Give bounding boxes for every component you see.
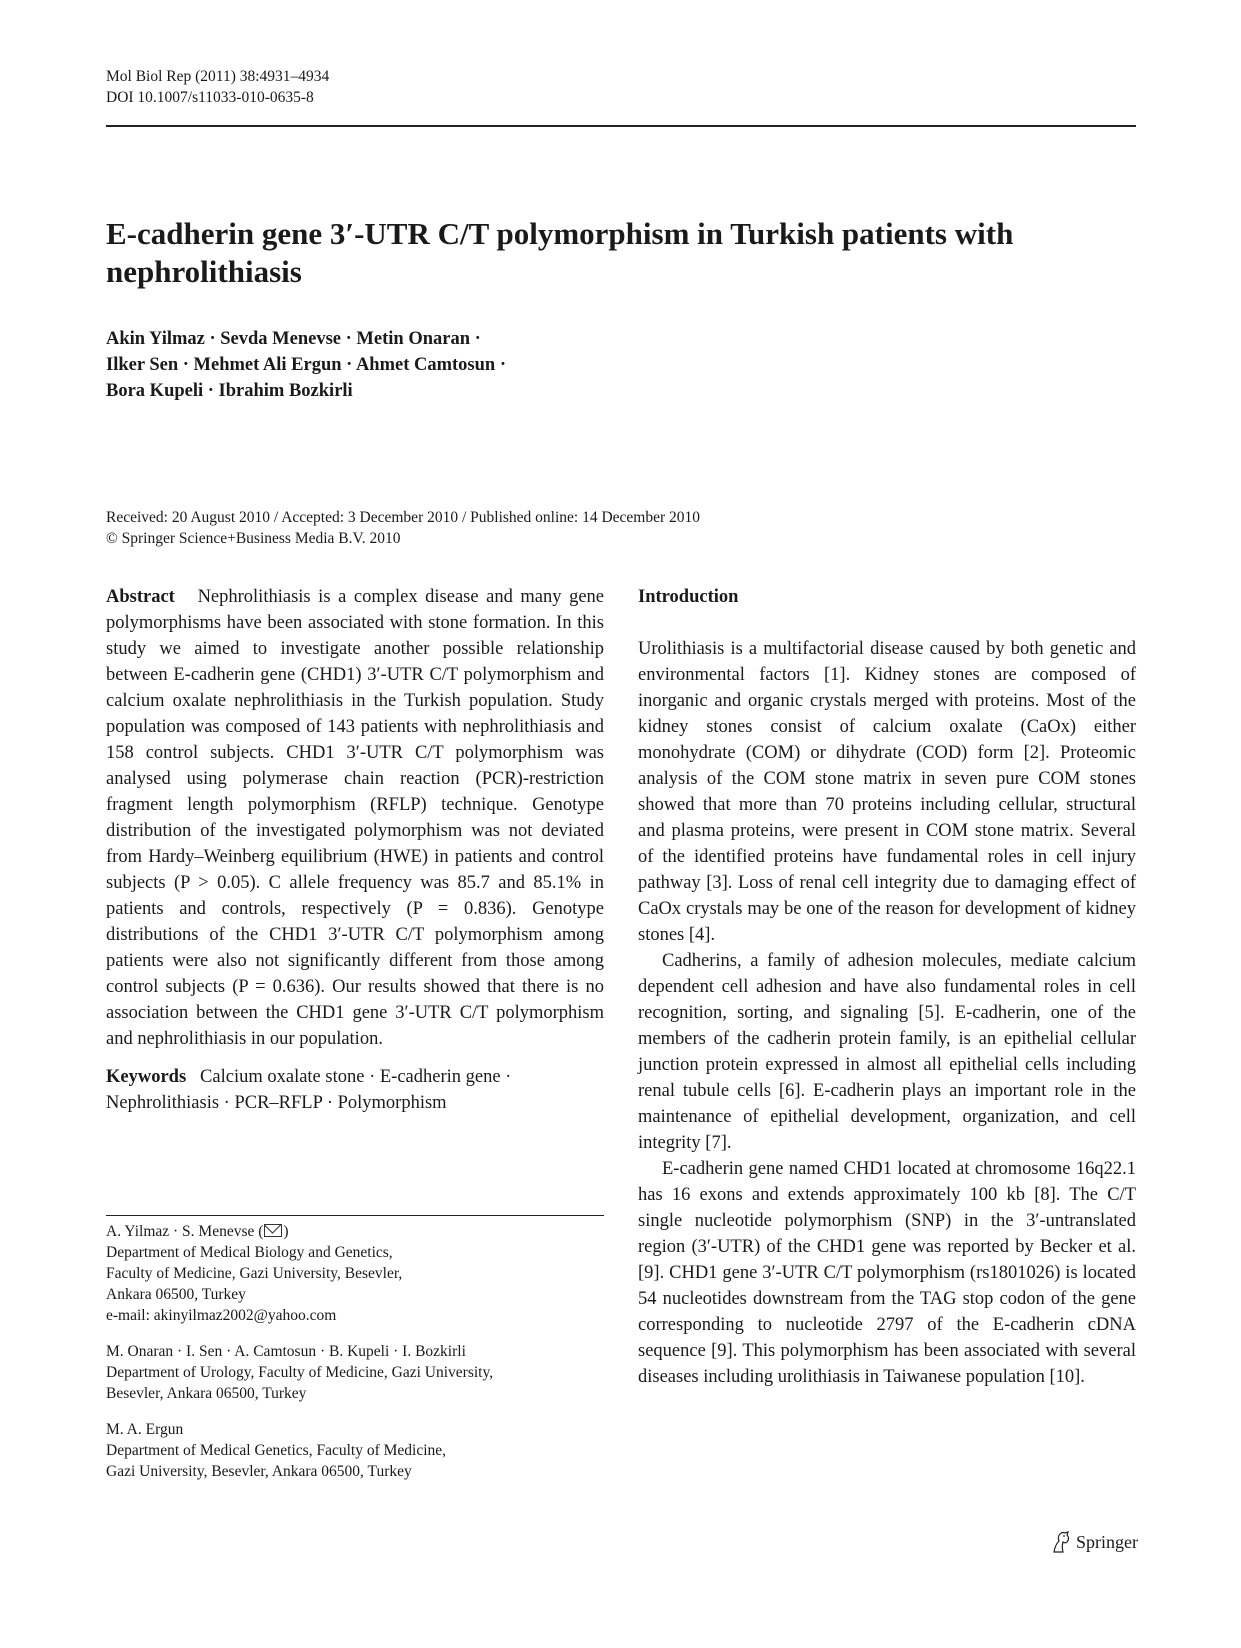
abstract-label: Abstract	[106, 587, 175, 607]
affiliation-block	[106, 1221, 604, 1326]
affiliation-line: Besevler, Ankara 06500, Turkey	[106, 1385, 307, 1402]
copyright: © Springer Science+Business Media B.V. 2010	[106, 530, 401, 547]
publication-dates	[106, 507, 1136, 549]
springer-horse-icon	[1050, 1530, 1072, 1554]
doi: DOI 10.1007/s11033-010-0635-8	[106, 89, 314, 106]
keywords	[106, 1064, 604, 1116]
affiliation-line: Gazi University, Besevler, Ankara 06500, Turkey	[106, 1463, 412, 1480]
affiliation-line: Ankara 06500, Turkey	[106, 1286, 246, 1303]
email-link[interactable]: e-mail: akinyilmaz2002@yahoo.com	[106, 1307, 337, 1324]
right-column	[638, 584, 1136, 1390]
keywords-text: Calcium oxalate stone · E-cadherin gene · Nephrolithiasis · PCR–RFLP · Polymorphism	[106, 1067, 512, 1113]
author-list	[106, 326, 726, 404]
keywords-label: Keywords	[106, 1067, 187, 1087]
author-line: Bora Kupeli · Ibrahim Bozkirli	[106, 381, 353, 401]
left-column	[106, 584, 604, 1116]
affiliation-names: M. Onaran · I. Sen · A. Camtosun · B. Kupeli · I. Bozkirli	[106, 1343, 466, 1360]
affiliations	[106, 1221, 604, 1497]
header-rule	[106, 125, 1136, 127]
journal-header	[106, 66, 329, 108]
affiliation-names-close: )	[283, 1223, 289, 1240]
affiliation-line: Department of Medical Genetics, Faculty of Medicine,	[106, 1442, 447, 1459]
introduction-paragraph: E-cadherin gene named CHD1 located at chromosome 16q22.1 has 16 exons and extends approximately 100 kb [8]. The C/T single nucleotide polymorphism (SNP) in the 3′-untranslated region (3′-UTR) of the CHD1 gene was reported by Becker et al. [9]. CHD1 gene 3′-UTR C/T polymorphism (rs1801026) is located 54 nucleotides downstream from the TAG stop codon of the gene corresponding to nucleotide 2797 of the E-cadherin cDNA sequence [9]. This polymorphism has been associated with several diseases including urolithiasis in Taiwanese population [10].	[638, 1159, 1136, 1387]
author-line: Akin Yilmaz · Sevda Menevse · Metin Onaran ·	[106, 329, 481, 349]
introduction-heading: Introduction	[638, 587, 739, 607]
affiliation-names	[106, 1221, 604, 1242]
abstract	[106, 584, 604, 1052]
author-line: Ilker Sen · Mehmet Ali Ergun · Ahmet Camtosun ·	[106, 355, 506, 375]
article-title: E-cadherin gene 3′-UTR C/T polymorphism in Turkish patients with nephrolithiasis	[106, 216, 1014, 289]
affiliation-line: Faculty of Medicine, Gazi University, Besevler,	[106, 1265, 403, 1282]
affiliation-line: Department of Medical Biology and Genetics,	[106, 1244, 393, 1261]
affiliation-rule	[106, 1215, 604, 1216]
affiliation-block	[106, 1341, 604, 1404]
affiliation-names-text: A. Yilmaz · S. Menevse (	[106, 1223, 264, 1240]
publisher-name: Springer	[1076, 1531, 1138, 1552]
envelope-icon	[264, 1224, 282, 1237]
history-dates: Received: 20 August 2010 / Accepted: 3 December 2010 / Published online: 14 December 2010	[106, 509, 701, 526]
introduction-paragraph: Urolithiasis is a multifactorial disease caused by both genetic and environmental factors [1]. Kidney stones are composed of inorganic and organic crystals merged with proteins. Most of the kidney stones consist of calcium oxalate (CaOx) either monohydrate (COM) or dihydrate (COD) form [2]. Proteomic analysis of the COM stone matrix in seven pure COM stones showed that more than 70 proteins including cellular, structural and plasma proteins, were present in COM stone matrix. Several of the identified proteins have fundamental roles in cell injury pathway [3]. Loss of renal cell integrity due to damaging effect of CaOx crystals may be one of the reason for development of kidney stones [4].	[638, 639, 1136, 945]
affiliation-block	[106, 1419, 604, 1482]
introduction-paragraph: Cadherins, a family of adhesion molecules, mediate calcium dependent cell adhesion and have also fundamental roles in cell recognition, sorting, and signaling [5]. E-cadherin, one of the members of the cadherin protein family, is an epithelial cellular junction protein expressed in almost all epithelial cells including renal tubule cells [6]. E-cadherin plays an important role in the maintenance of epithelial development, organization, and cell integrity [7].	[638, 951, 1136, 1153]
journal-citation: Mol Biol Rep (2011) 38:4931–4934	[106, 68, 330, 85]
affiliation-line: Department of Urology, Faculty of Medicine, Gazi University,	[106, 1364, 494, 1381]
publisher-logo	[1050, 1530, 1138, 1554]
abstract-text: Nephrolithiasis is a complex disease and many gene polymorphisms have been associated with stone formation. In this study we aimed to investigate another possible relationship between E-cadherin gene (CHD1) 3′-UTR C/T polymorphism and calcium oxalate nephrolithiasis in the Turkish population. Study population was composed of 143 patients with nephrolithiasis and 158 control subjects. CHD1 3′-UTR C/T polymorphism was analysed using polymerase chain reaction (PCR)-restriction fragment length polymorphism (RFLP) technique. Genotype distribution of the investigated polymorphism was not deviated from Hardy–Weinberg equilibrium (HWE) in patients and control subjects (P > 0.05). C allele frequency was 85.7 and 85.1% in patients and controls, respectively (P = 0.836). Genotype distributions of the CHD1 3′-UTR C/T polymorphism among patients were also not significantly different from those among control subjects (P = 0.636). Our results showed that there is no association between the CHD1 gene 3′-UTR C/T polymorphism and nephrolithiasis in our population.	[106, 587, 605, 1049]
affiliation-names: M. A. Ergun	[106, 1421, 184, 1438]
